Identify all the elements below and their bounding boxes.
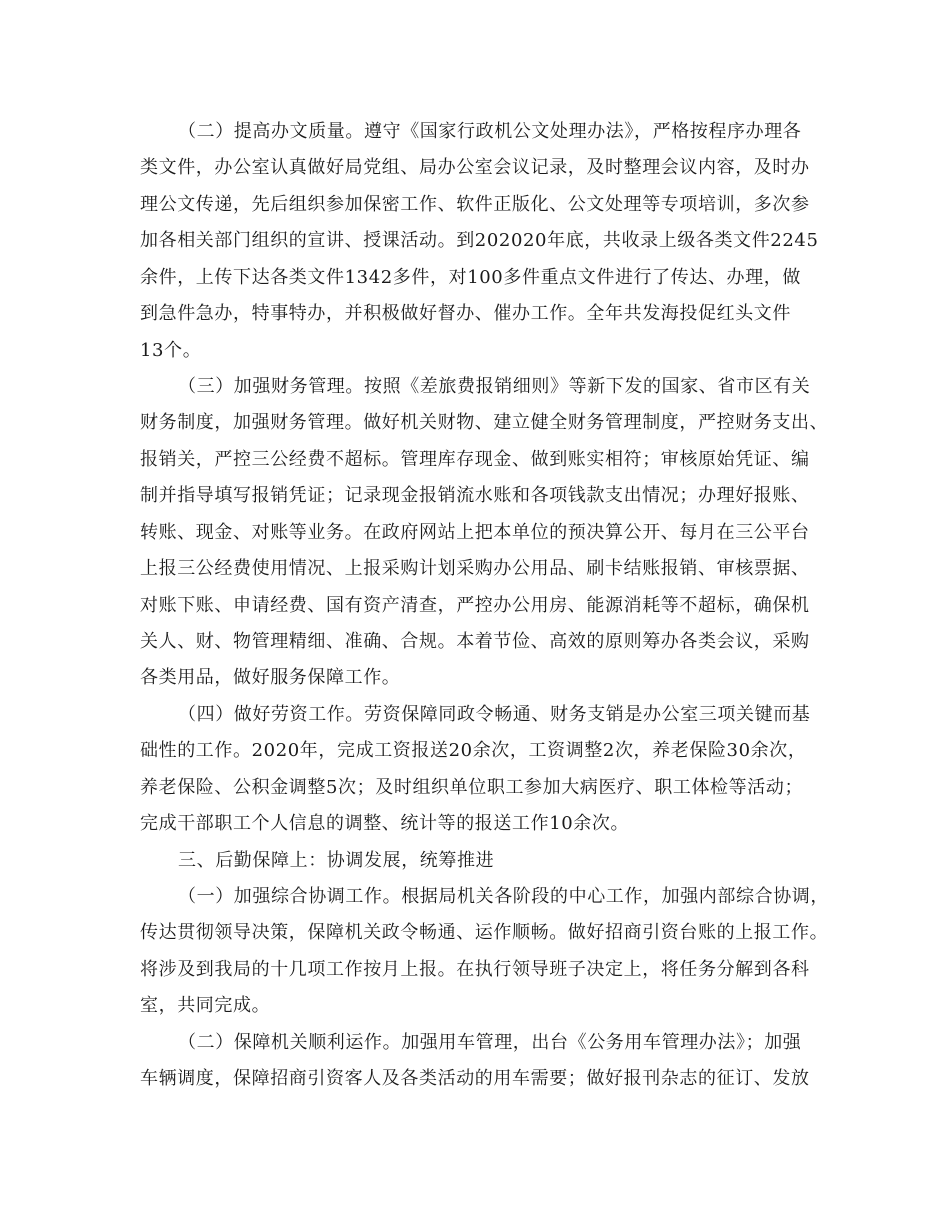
paragraph-line: 13个。 [140, 340, 202, 361]
paragraph-line: 类文件，办公室认真做好局党组、局办公室会议记录，及时整理会议内容，及时办 [140, 157, 810, 178]
paragraph-line: 各类用品，做好服务保障工作。 [140, 667, 401, 688]
paragraph-line: 关人、财、物管理精细、准确、合规。本着节俭、高效的原则筹办各类会议，采购 [140, 631, 810, 652]
paragraph-line: 室，共同完成。 [140, 995, 271, 1016]
paragraph-line: 养老保险、公积金调整5次；及时组织单位职工参加大病医疗、职工体检等活动； [140, 777, 804, 798]
paragraph-line: 础性的工作。2020年，完成工资报送20余次，工资调整2次，养老保险30余次， [140, 740, 807, 761]
paragraph-line: （四）做好劳资工作。劳资保障同政令畅通、财务支销是办公室三项关键而基 [178, 704, 811, 725]
paragraph-line: 余件，上传下达各类文件1342多件，对100多件重点文件进行了传达、办理，做 [140, 267, 801, 288]
section-heading: 三、后勤保障上：协调发展，统筹推进 [178, 850, 495, 871]
paragraph-line: 车辆调度，保障招商引资客人及各类活动的用车需要；做好报刊杂志的征订、发放 [140, 1068, 810, 1089]
paragraph-line: 上报三公经费使用情况、上报采购计划采购办公用品、刷卡结账报销、审核票据、 [140, 558, 810, 579]
paragraph-line: （三）加强财务管理。按照《差旅费报销细则》等新下发的国家、省市区有关 [178, 376, 811, 397]
paragraph-line: （二）保障机关顺利运作。加强用车管理，出台《公务用车管理办法》；加强 [178, 1032, 802, 1053]
paragraph-line: 报销关，严控三公经费不超标。管理库存现金、做到账实相符；审核原始凭证、编 [140, 449, 810, 470]
paragraph-line: 加各相关部门组织的宣讲、授课活动。到202020年底，共收录上级各类文件2245 [140, 230, 819, 251]
paragraph-line: 将涉及到我局的十几项工作按月上报。在执行领导班子决定上，将任务分解到各科 [140, 959, 810, 980]
paragraph-line: 对账下账、申请经费、国有资产清查，严控办公用房、能源消耗等不超标，确保机 [140, 595, 810, 616]
paragraph-line: 制并指导填写报销凭证；记录现金报销流水账和各项钱款支出情况；办理好报账、 [140, 485, 810, 506]
paragraph-line: （一）加强综合协调工作。根据局机关各阶段的中心工作，加强内部综合协调， [178, 886, 829, 907]
paragraph-line: 理公文传递，先后组织参加保密工作、软件正版化、公文处理等专项培训，多次参 [140, 194, 810, 215]
paragraph-line: （二）提高办文质量。遵守《国家行政机公文处理办法》，严格按程序办理各 [178, 121, 802, 142]
paragraph-line: 传达贯彻领导决策，保障机关政令畅通、运作顺畅。做好招商引资台账的上报工作。 [140, 922, 829, 943]
paragraph-line: 完成干部职工个人信息的调整、统计等的报送工作10余次。 [140, 813, 630, 834]
paragraph-line: 到急件急办，特事特办，并积极做好督办、催办工作。全年共发海投促红头文件 [140, 303, 791, 324]
paragraph-line: 财务制度，加强财务管理。做好机关财物、建立健全财务管理制度，严控财务支出、 [140, 412, 829, 433]
paragraph-line: 转账、现金、对账等业务。在政府网站上把本单位的预决算公开、每月在三公平台 [140, 522, 810, 543]
